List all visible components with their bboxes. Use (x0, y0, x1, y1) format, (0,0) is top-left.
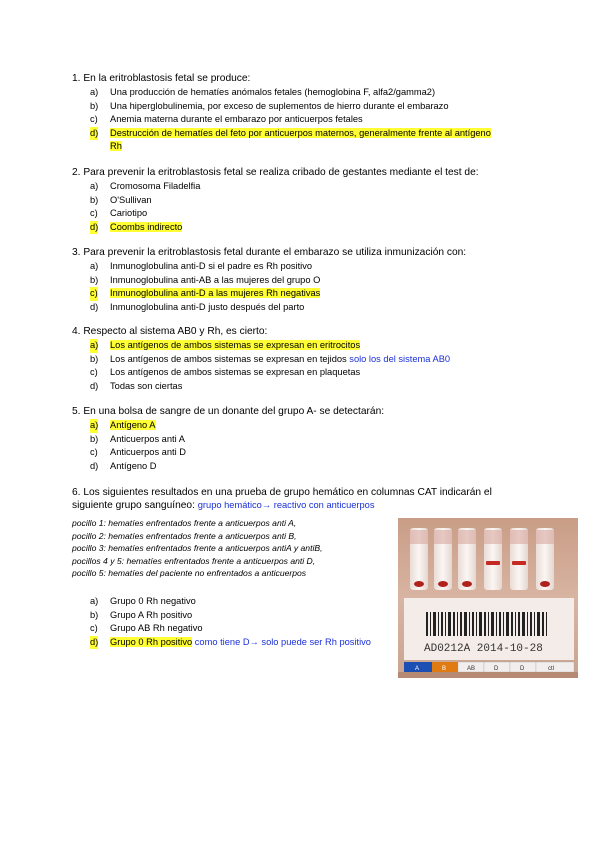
option-c: c) Grupo AB Rh negativo (90, 623, 203, 633)
question-title: 3. Para prevenir la eritroblastosis fetal durante el embarazo se utiliza inmunización con: (72, 247, 467, 258)
svg-text:B: B (442, 666, 447, 672)
option-d-correct: d) Coombs indirecto (72, 221, 532, 235)
well-descriptions (72, 517, 402, 580)
option-d-correct: d) Grupo 0 Rh positivo como tiene D→ solo puede ser Rh positivo (72, 636, 402, 650)
teacher-note: como tiene D→ solo puede ser Rh positivo (194, 636, 371, 647)
svg-text:ctl: ctl (548, 666, 554, 672)
question-title: 6. Los siguientes resultados en una prueba de grupo hemático en columnas CAT indicarán el siguiente grupo sanguíneo: grupo hemático→ reactivo con anticuerpos (72, 487, 492, 511)
option-a: a) Una producción de hematíes anómalos fetales (hemoglobina F, alfa2/gamma2) (90, 87, 436, 97)
question-6 (72, 486, 542, 512)
question-5 (72, 405, 532, 473)
svg-text:A: A (415, 666, 420, 672)
question-1 (72, 72, 532, 154)
question-6-options (72, 594, 402, 649)
option-b: b) Grupo A Rh positivo (90, 609, 193, 620)
svg-text:D: D (494, 666, 499, 672)
teacher-note: solo los del sistema AB0 (349, 353, 451, 364)
well-line-4: pocillos 4 y 5: hematíes enfrentados frente a anticuerpos anti D, (72, 555, 316, 566)
well-label-strip (404, 662, 574, 672)
option-a: a) Cromosoma Filadelfia (90, 181, 201, 191)
option-c: c) Cariotipo (90, 208, 148, 218)
option-a-correct: a) Los antígenos de ambos sistemas se expresan en eritrocitos (72, 339, 532, 353)
option-a: a) Grupo 0 Rh negativo (90, 596, 196, 606)
well-line-3: pocillo 3: hematíes enfrentados frente a anticuerpos antiA y antiB, (72, 543, 323, 554)
pellet-6 (540, 581, 550, 587)
option-d: d) Todas son ciertas (90, 380, 183, 391)
option-c-correct: c) Inmunoglobulina anti-D a las mujeres Rh negativas (72, 287, 532, 301)
well-label-ctl (536, 662, 574, 672)
teacher-note: grupo hemático→ reactivo con anticuerpos (197, 500, 375, 510)
gel-card-photo (398, 518, 578, 678)
option-d: d) Inmunoglobulina anti-D justo después del parto (90, 301, 305, 312)
agglutinate-5 (512, 561, 526, 565)
question-4 (72, 325, 532, 393)
option-b: b) Los antígenos de ambos sistemas se expresan en tejidos solo los del sistema AB0 (90, 353, 451, 364)
question-title: 1. En la eritroblastosis fetal se produce: (72, 73, 251, 84)
option-c: c) Los antígenos de ambos sistemas se expresan en plaquetas (90, 367, 361, 377)
option-c: c) Anticuerpos anti D (90, 447, 186, 457)
well-line-2: pocillo 2: hematíes enfrentados frente a anticuerpos anti B, (72, 530, 297, 541)
question-title: 4. Respecto al sistema AB0 y Rh, es cierto: (72, 326, 268, 337)
barcode-text: AD0212A 2014-10-28 (424, 643, 543, 655)
option-d-correct: d) Destrucción de hematíes del feto por anticuerpos maternos, generalmente frente al antígeno Rh (90, 127, 491, 151)
svg-text:AB: AB (467, 666, 476, 672)
option-b: b) Inmunoglobulina anti-AB a las mujeres del grupo O (90, 274, 321, 285)
option-b: b) Una hiperglobulinemia, por exceso de suplementos de hierro durante el embarazo (90, 100, 449, 111)
question-2 (72, 166, 532, 234)
question-3 (72, 246, 532, 314)
agglutinate-4 (486, 561, 500, 565)
option-a-correct: a) Antígeno A (72, 419, 532, 433)
well-line-1: pocillo 1: hematíes enfrentados frente a anticuerpos anti A, (72, 518, 297, 528)
option-d: d) Antígeno D (90, 460, 157, 471)
pellet-1 (414, 581, 424, 587)
svg-text:D: D (520, 666, 525, 672)
pellet-3 (462, 581, 472, 587)
pellet-2 (438, 581, 448, 587)
question-title: 2. Para prevenir la eritroblastosis fetal se realiza cribado de gestantes mediante el test de: (72, 167, 479, 178)
well-line-5: pocillo 5: hematíes del paciente no enfrentados a anticuerpos (72, 568, 307, 579)
option-a: a) Inmunoglobulina anti-D si el padre es Rh positivo (90, 261, 313, 271)
question-title: 5. En una bolsa de sangre de un donante del grupo A- se detectarán: (72, 406, 385, 417)
option-b: b) Anticuerpos anti A (90, 433, 185, 444)
option-b: b) O'Sullivan (90, 194, 152, 205)
option-c: c) Anemia materna durante el embarazo por anticuerpos fetales (90, 114, 363, 124)
